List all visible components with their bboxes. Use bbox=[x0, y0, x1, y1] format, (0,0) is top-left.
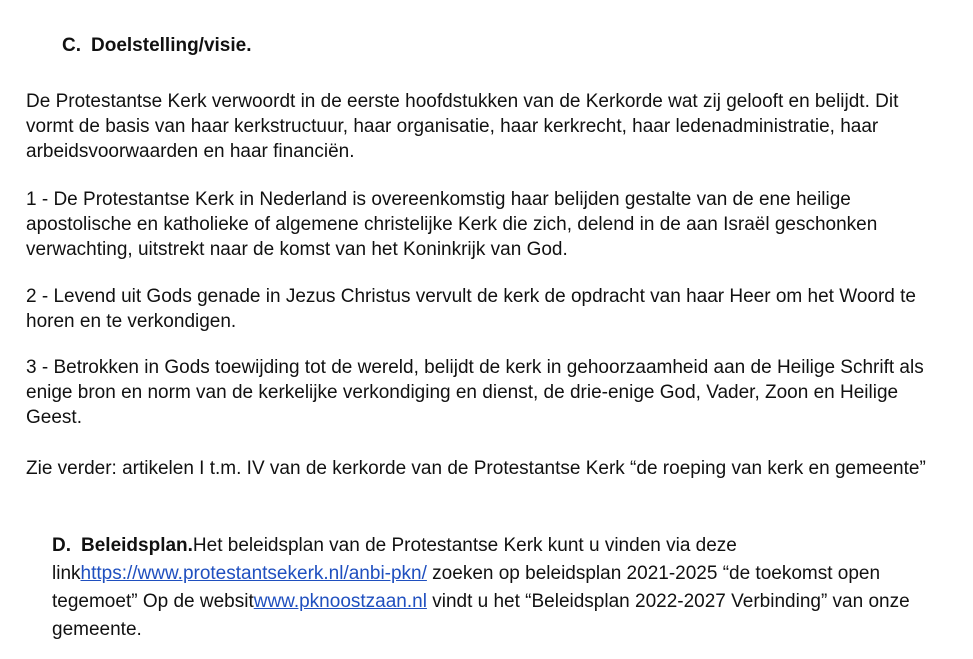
pkn-anbi-link[interactable]: https://www.protestantsekerk.nl/anbi-pkn/ bbox=[80, 563, 427, 584]
section-d-text-3: vindt u het “Beleidsplan 2022-2027 Verbinding” van onze gemeente. bbox=[52, 591, 910, 640]
section-c-title: Doelstelling/visie. bbox=[91, 35, 252, 56]
point-3-paragraph: 3 - Betrokken in Gods toewijding tot de wereld, belijdt de kerk in gehoorzaamheid aan de Heilige Schrift als enige bron en norm van de kerkelijke verkondiging en dienst, de drie-enige God, Vader, Zoon en Heilige Geest. bbox=[26, 357, 924, 428]
reference-paragraph: Zie verder: artikelen I t.m. IV van de kerkorde van de Protestantse Kerk “de roeping van kerk en gemeente” bbox=[26, 458, 926, 479]
section-d-text-2: zoeken op beleidsplan 2021-2025 “de toekomst open tegemoet” Op de websit bbox=[52, 563, 881, 612]
point-2-paragraph: 2 - Levend uit Gods genade in Jezus Christus vervult de kerk de opdracht van haar Heer om het Woord te horen en te verkondigen. bbox=[26, 286, 916, 332]
section-c-letter: C. bbox=[62, 35, 81, 56]
section-d-title: Beleidsplan. bbox=[81, 535, 193, 556]
section-d-paragraph bbox=[52, 532, 952, 644]
section-d-text-1: Het beleidsplan van de Protestantse Kerk kunt u vinden via deze link bbox=[52, 535, 737, 584]
section-d-letter: D. bbox=[52, 535, 71, 556]
point-1-paragraph: 1 - De Protestantse Kerk in Nederland is overeenkomstig haar belijden gestalte van de ene heilige apostolische en katholieke of algemene christelijke Kerk die zich, delend in de aan Israël geschonken verwachting, uitstrekt naar de komst van het Koninkrijk van God. bbox=[26, 189, 878, 260]
pknoostzaan-link[interactable]: www.pknoostzaan.nl bbox=[253, 591, 427, 612]
intro-paragraph: De Protestantse Kerk verwoordt in de eerste hoofdstukken van de Kerkorde wat zij gelooft en belijdt. Dit vormt de basis van haar kerkstructuur, haar organisatie, haar kerkrecht, haar ledenadministratie, haar arbeidsvoorwaarden en haar financiën. bbox=[26, 91, 899, 162]
section-c-heading bbox=[62, 33, 252, 58]
